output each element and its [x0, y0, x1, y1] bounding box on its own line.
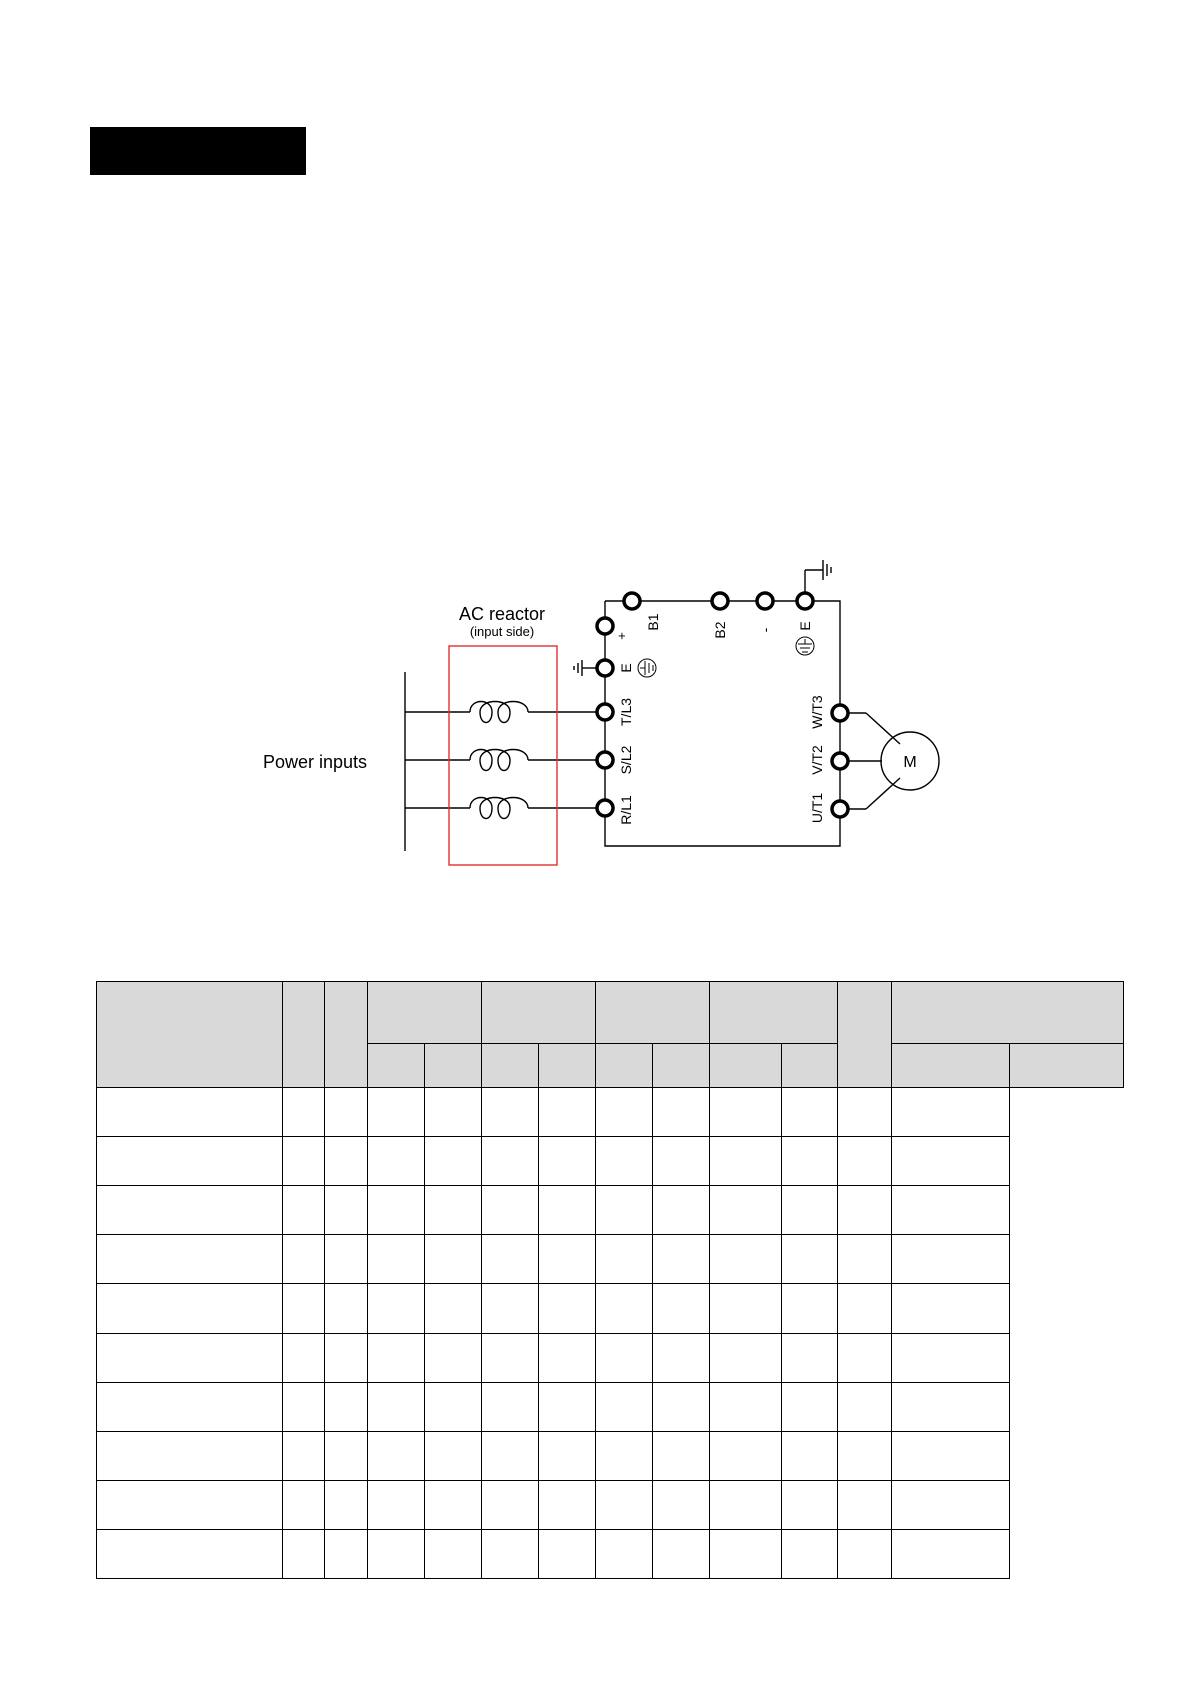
- table-row: [97, 1529, 1124, 1578]
- reactor-title: AC reactor: [458, 604, 546, 624]
- terminal-s-l2: [597, 752, 613, 768]
- table-row: [97, 1284, 1124, 1333]
- terminal-minus: [757, 593, 773, 609]
- ground-symbol-left-icon: [638, 659, 656, 677]
- table-row: [97, 1480, 1124, 1529]
- terminal-label-s-l2: S/L2: [618, 745, 634, 775]
- power-inputs-label: Power inputs: [263, 752, 368, 772]
- terminal-label-minus: -: [757, 627, 773, 633]
- terminal-label-b1: B1: [645, 613, 661, 631]
- table-row: [97, 1235, 1124, 1284]
- terminal-label-e-left: E: [618, 663, 634, 673]
- terminal-label-u-t1: U/T1: [809, 792, 825, 824]
- terminal-r-l1: [597, 800, 613, 816]
- inductor-coil-r: [470, 798, 528, 819]
- table-header-row: [97, 982, 1124, 1044]
- terminal-b2: [712, 593, 728, 609]
- terminal-label-r-l1: R/L1: [618, 795, 634, 825]
- table-row: [97, 1088, 1124, 1137]
- terminal-label-e-top: E: [797, 621, 813, 631]
- inductor-coil-s: [470, 750, 528, 771]
- terminal-u-t1: [832, 801, 848, 817]
- terminal-label-b2: B2: [712, 621, 728, 639]
- terminal-e-top: [797, 593, 813, 609]
- terminal-plus: [597, 618, 613, 634]
- terminal-label-w-t3: W/T3: [809, 695, 825, 729]
- terminal-label-plus: +: [614, 632, 629, 640]
- table-row: [97, 1431, 1124, 1480]
- terminal-v-t2: [832, 753, 848, 769]
- terminal-b1: [624, 593, 640, 609]
- motor-label: M: [903, 754, 917, 771]
- terminal-label-v-t2: V/T2: [809, 745, 825, 775]
- reactor-box: [449, 646, 557, 865]
- inductor-coil-t: [470, 702, 528, 723]
- table-row: [97, 1186, 1124, 1235]
- terminal-label-t-l3: T/L3: [618, 697, 634, 727]
- table-row: [97, 1333, 1124, 1382]
- spec-table: [96, 981, 1124, 1579]
- terminal-t-l3: [597, 704, 613, 720]
- reactor-subtitle: (input side): [469, 624, 535, 639]
- terminal-w-t3: [832, 705, 848, 721]
- table-row: [97, 1382, 1124, 1431]
- terminal-e-left: [597, 660, 613, 676]
- table-row: [97, 1137, 1124, 1186]
- ground-symbol-top-icon: [796, 637, 814, 655]
